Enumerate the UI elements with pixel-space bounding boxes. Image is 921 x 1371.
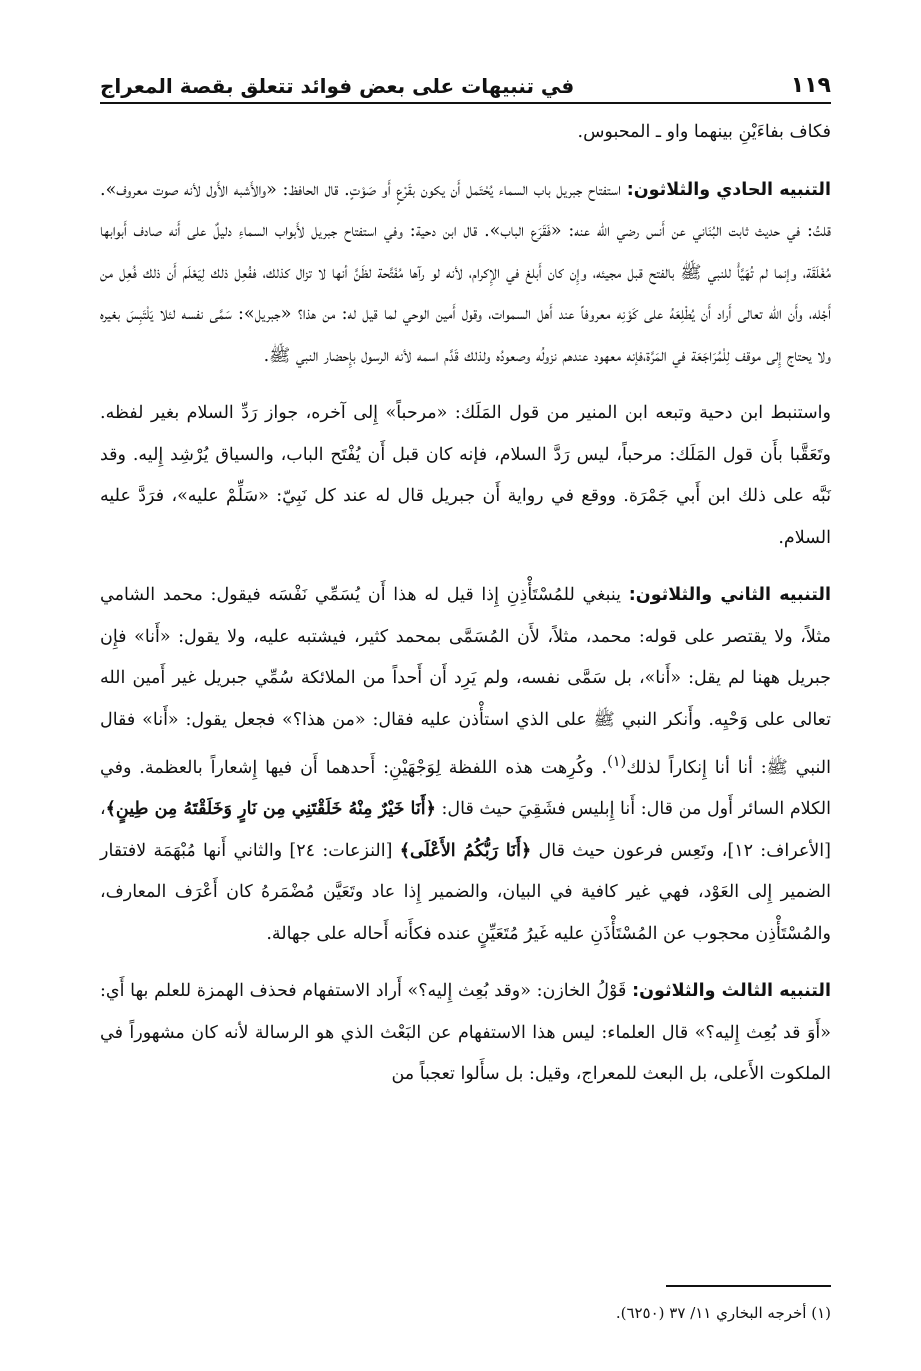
paragraph-ibn-dihya: واستنبط ابن دحية وتبعه ابن المنير من قول المَلَك: «مرحباً» إِلى آخره، جواز رَدِّ السلام بغير لفظه. وتَعَقَّبا بأَن قول المَلَك: مرحباً، ليس رَدَّ السلام، فإنه كان قبل أَن يُفْتَح الباب، والسياق يُرْشِد إِليه. وقد نَبَّه على ذلك ابن أَبي جَمْرَة. ووقع في رواية أَن جبريل قال له عند كل نَبِيّ: «سَلِّمْ عليه»، فرَدَّ عليه السلام.	[100, 403, 831, 548]
paragraph-text: ينبغي للمُسْتَأْذِنِ إِذا قيل له هذا أَن يُسَمِّي نَفْسَه فيقول: محمد الشامي مثلاً، ولا يقتصر على قوله: محمد، مثلاً، لأَن المُسَمَّى بمحمد كثير، فيشتبه عليه، ولا يقول: «أَنا» فإِن جبريل ههنا لم يقل: «أَنا»، بل سَمَّى نفسه، ولم يَرِد أَن أَحداً من الملائكة سُمِّي جبريل غير أَمين الله تعالى على وَحْيِه. وأَنكر النبي ﷺ على الذي استأْذن عليه فقال: «من هذا؟» فجعل يقول: «أَنا» فقال النبي ﷺ: أنا أنا إِنكاراً لذلك	[100, 585, 832, 778]
footnote-item: (١) أخرجه البخاري ١١/ ٣٧ (٦٢٥٠).	[615, 1304, 831, 1322]
paragraph-text: استفتاح جبريل باب السماء يُحْتَمل أَن يكون بقَرْعٍ أَو صَوْتٍ. قال الحافظ: «والأَشبه الأَول لأنه صوت معروف». قلتُ: في حديث ثابت البُنَاني عن أَنس رضي الله عنه: «فَقَرَع الباب». قال ابن دحية: وفي استفتاح جبريل لأَبواب السماءِ دليلٌ على أَنه صادف أَبوابها مُغْلَقَة، وإنما لم تُهَيَّأْ للنبي ﷺ بالفتح قبل مجيئه، وإِن كان أَبلغ في الإِكرام، لأنه لو رآها مُفَتَّحة لظَنَّ أنها لا تزال كذلك، ففُعِل ذلك لِيَعْلَم أَن ذلك فُعِل من أَجْله، وأَن الله تعالى أَراد أَن يُطْلِعَهُ على كَوْنِه معروفاً عند أَهل السموات، وقول أَمين الوحي لما قيل له: من هذا؟ «جبريل»: سَمَّى نفسه لئلا يَلْتَبِسَ بغيره ولا يحتاج إِلى موقف لِلْمُرَاجَعَة في المَرَّة،فإنه معهود عندهم نزولُه وصعودُه ولذلك قَدَّم اسمه لأنه الرسول بإِحضار النبي ﷺ.	[100, 179, 831, 366]
paragraph-tanbih-33	[100, 971, 831, 1096]
footnotes	[100, 1285, 831, 1325]
page-number: ١١٩	[790, 73, 831, 98]
paragraph-text: [النزعات: ٢٤] والثاني أَنها مُبْهَمَة لافتقار الضمير إِلى العَوْد، فهي غير كافية في البيان، والضمير إِذا عاد وتَعَيَّن مُضْمَرهُ كان أَعْرَف المعارف، والمُسْتَأْذِن محجوب عن المُسْتَأْذَنِ عليه غَيرُ مُتَعَيِّنٍ عنده فكأَنه أَحاله على جهالة.	[100, 840, 831, 944]
running-header	[100, 52, 831, 104]
paragraph-text: . وكُرِهت هذه اللفظة لِوَجْهَيْنِ: أَحدهما أَن فيها إِشعاراً بالعظمة. وفي الكلام السائر أَول من قال: أَنا إِبليس فشَقِيَ حيث قال:	[100, 757, 831, 820]
quran-verse: ﴿أَنَا رَبُّكُمُ الأَعْلَى﴾	[399, 840, 532, 861]
footnote-reference[interactable]: (١)	[607, 753, 627, 770]
paragraph-continuation: فكاف بفاءَيْنِ بينهما واو ـ المحبوس.	[577, 122, 831, 142]
paragraph-text: قَوْلُ الخازن: «وقد بُعِث إِليه؟» أَراد الاستفهام فحذف الهمزة للعلم بها أَي: «أَوَ قد بُعِث إِليه؟» قال العلماء: ليس هذا الاستفهام عن البَعْث الذي هو الرسالة لأنه كان مشهوراً في الملكوت الأَعلى، بل البعث للمعراج، وقيل: بل سأَلوا تعجباً من	[100, 981, 831, 1085]
paragraph-tanbih-31	[100, 170, 831, 378]
section-heading-33: التنبيه الثالث والثلاثون:	[632, 981, 831, 1002]
section-heading-32: التنبيه الثاني والثلاثون:	[628, 585, 831, 605]
footnote-divider	[666, 1285, 831, 1287]
verse-citation: ،[الأعراف: ١٢]، وتَعِس فرعون حيث قال	[100, 799, 831, 861]
quran-verse: ﴿أَنَا خَيْرٌ مِنْهُ خَلَقْتَنِي مِن نَارٍ وَخَلَقْتَهُ مِن طِينٍ﴾	[105, 799, 436, 820]
main-text	[100, 112, 831, 1096]
paragraph-tanbih-32	[100, 575, 831, 955]
running-title: في تنبيهات على بعض فوائد تتعلق بقصة المعراج	[100, 74, 575, 98]
section-heading-31: التنبيه الحادي والثلاثون:	[626, 179, 831, 200]
